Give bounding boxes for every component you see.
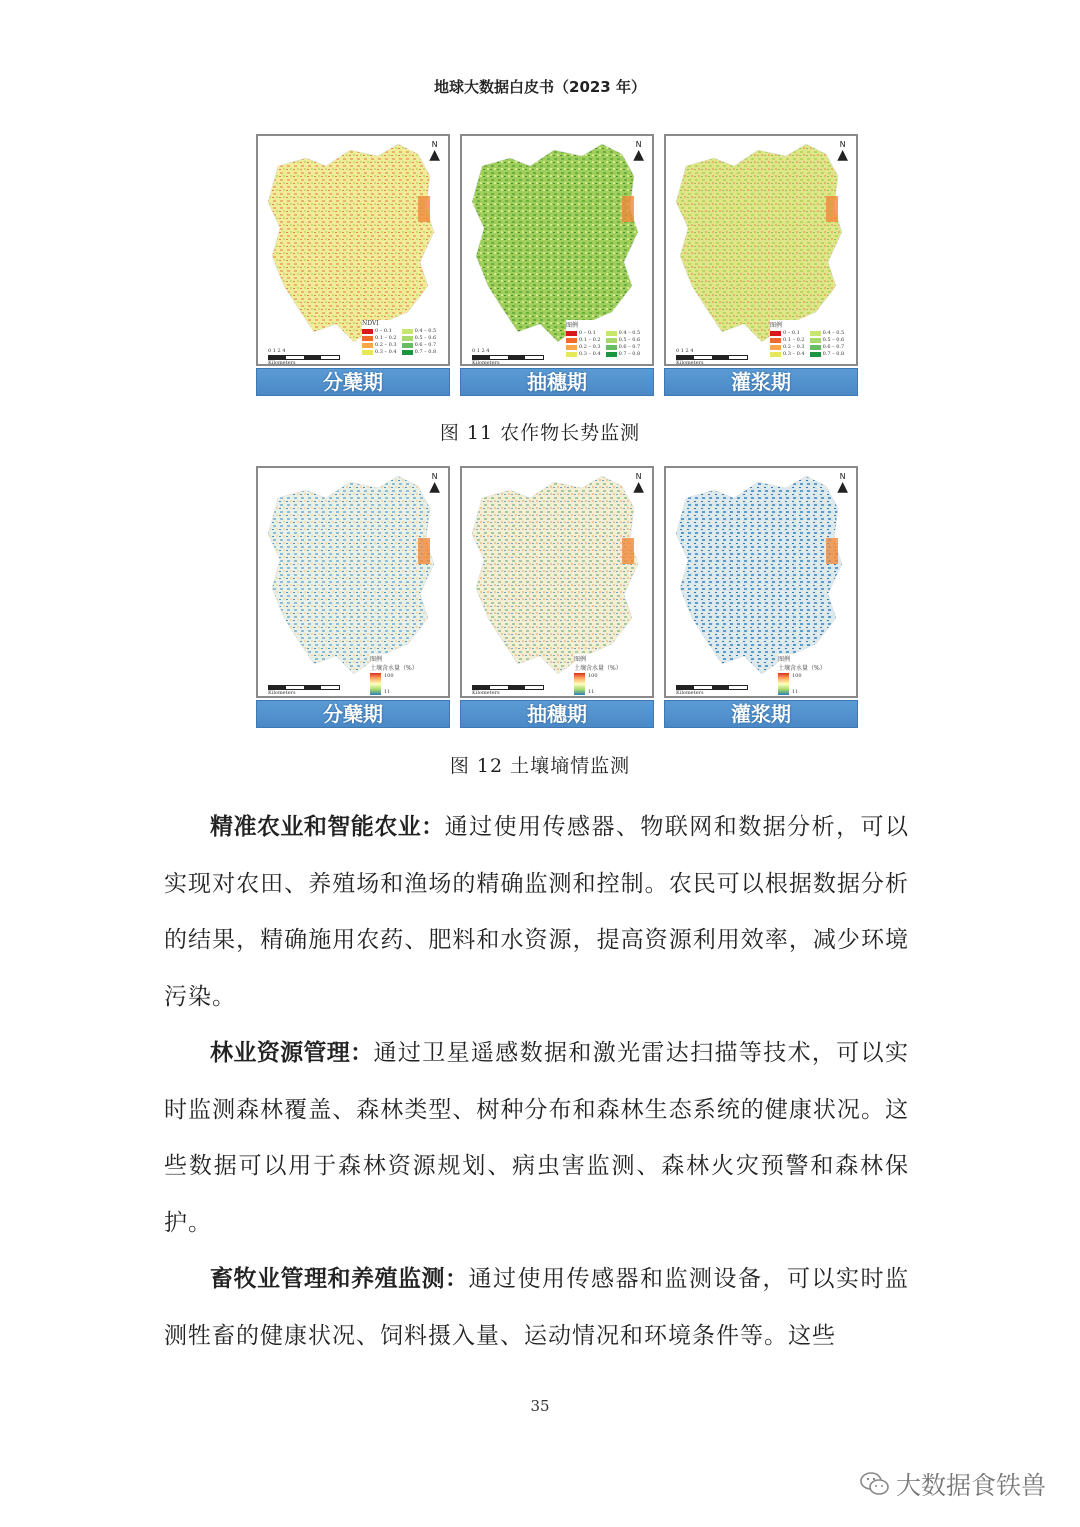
soil-moisture-map (460, 466, 654, 698)
north-arrow-icon: N ▲ (837, 140, 848, 163)
paragraph-lead: 林业资源管理： (210, 1040, 374, 1066)
ndvi-map (256, 134, 450, 366)
ndvi-legend: 图例 0 – 0.1 0.4 – 0.5 0.1 – 0.2 0.5 – 0.6 0.2 – 0.3 0.6 – 0.7 0.3 – 0.4 0.7 – 0.8 (566, 322, 641, 357)
paragraph-text: 通过使用传感器、物联网和数据分析，可以实现对农田、养殖场和渔场的精确监测和控制。农民可以根据数据分析的结果，精确施用农药、肥料和水资源，提高资源利用效率，减少环境污染。 (164, 814, 910, 1010)
ndvi-legend: NDVI 0 – 0.1 0.4 – 0.5 0.1 – 0.2 0.5 – 0.6 0.2 – 0.3 0.6 – 0.7 0.3 – 0.4 0.7 – 0.8 (362, 320, 437, 355)
map-image (258, 468, 448, 696)
ndvi-map (460, 134, 654, 366)
ndvi-map (664, 134, 858, 366)
scale-bar: Kilometers (676, 684, 748, 696)
scale-bar: 0 1 2 4 Kilometers (268, 348, 340, 366)
figure-caption: 图 11 农作物长势监测 (439, 422, 641, 444)
stage-label: 抽穗期 (460, 700, 654, 728)
north-arrow-icon: N ▲ (633, 472, 644, 495)
map-image (462, 468, 652, 696)
stage-label: 灌浆期 (664, 368, 858, 396)
soil-moisture-legend: 图例 土壤含水量（%） 100 11 (370, 656, 418, 695)
paragraph-lead: 精准农业和智能农业： (210, 814, 445, 840)
stage-label: 灌浆期 (664, 700, 858, 728)
paragraph-precision-agriculture (164, 799, 909, 1025)
figure-caption: 图 12 土壤墒情监测 (449, 755, 631, 777)
scale-bar: 0 1 2 4 Kilometers (472, 348, 544, 366)
watermark (860, 1466, 1046, 1502)
soil-moisture-map (664, 466, 858, 698)
ndvi-legend: 图例 0 – 0.1 0.4 – 0.5 0.1 – 0.2 0.5 – 0.6 0.2 – 0.3 0.6 – 0.7 0.3 – 0.4 0.7 – 0.8 (770, 322, 845, 357)
map-image (666, 468, 856, 696)
stage-label: 分蘖期 (256, 368, 450, 396)
page-number: 35 (530, 1397, 550, 1415)
running-header: 地球大数据白皮书（2023 年） (434, 78, 646, 96)
north-arrow-icon: N ▲ (837, 472, 848, 495)
scale-bar: Kilometers (268, 684, 340, 696)
wechat-icon (860, 1471, 890, 1497)
watermark-text: 大数据食铁兽 (895, 1471, 1046, 1500)
paragraph-lead: 畜牧业管理和养殖监测： (210, 1266, 469, 1292)
north-arrow-icon: N ▲ (429, 472, 440, 495)
north-arrow-icon: N ▲ (633, 140, 644, 163)
stage-label: 分蘖期 (256, 700, 450, 728)
paragraph-text: 通过使用传感器和监测设备，可以实时监测牲畜的健康状况、饲料摄入量、运动情况和环境条件等。这些 (164, 1266, 909, 1349)
paragraph-text: 通过卫星遥感数据和激光雷达扫描等技术，可以实时监测森林覆盖、森林类型、树种分布和森林生态系统的健康状况。这些数据可以用于森林资源规划、病虫害监测、森林火灾预警和森林保护。 (164, 1040, 910, 1236)
north-arrow-icon: N ▲ (429, 140, 440, 163)
soil-moisture-legend: 图例 土壤含水量（%） 100 11 (778, 656, 826, 695)
scale-bar: 0 1 2 4 Kilometers (676, 348, 748, 366)
soil-moisture-legend: 图例 土壤含水量（%） 100 11 (574, 656, 622, 695)
paragraph-livestock (164, 1251, 909, 1364)
soil-moisture-map (256, 466, 450, 698)
paragraph-forestry (164, 1025, 909, 1251)
scale-bar: Kilometers (472, 684, 544, 696)
stage-label: 抽穗期 (460, 368, 654, 396)
